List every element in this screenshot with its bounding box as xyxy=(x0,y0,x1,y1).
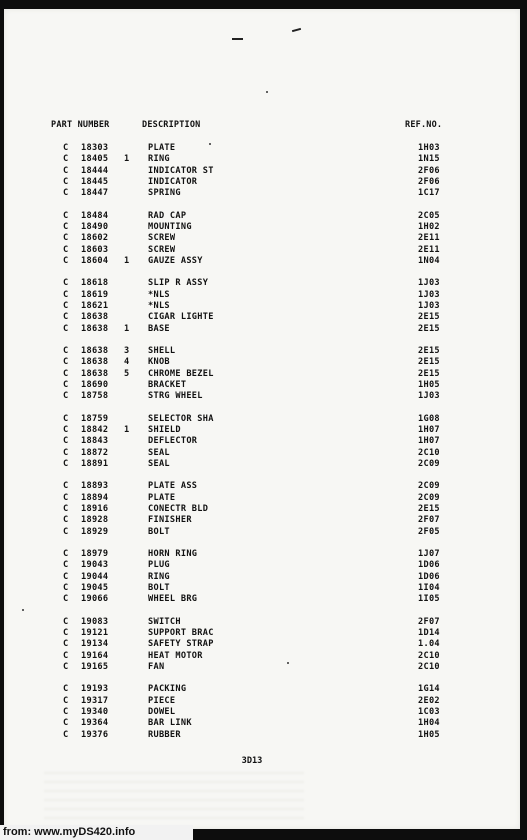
ref-number: 2C09 xyxy=(418,458,440,469)
part-prefix: C xyxy=(63,323,69,334)
part-description: CIGAR LIGHTE xyxy=(148,312,214,323)
table-row xyxy=(4,684,520,695)
part-description: PACKING xyxy=(148,684,187,695)
ref-number: 1H07 xyxy=(418,424,440,435)
part-description: CHROME BEZEL xyxy=(148,368,214,379)
table-row xyxy=(4,481,520,492)
table-row xyxy=(4,233,520,244)
part-prefix: C xyxy=(63,244,69,255)
part-prefix: C xyxy=(63,549,69,560)
part-prefix: C xyxy=(63,684,69,695)
ref-number: 2E11 xyxy=(418,244,440,255)
ref-number: 1H07 xyxy=(418,436,440,447)
part-number: 18894 xyxy=(81,492,109,503)
table-row xyxy=(4,549,520,560)
scan-mark xyxy=(292,28,301,32)
part-prefix: C xyxy=(63,436,69,447)
table-row xyxy=(4,245,520,256)
table-row xyxy=(4,707,520,718)
part-prefix: C xyxy=(63,413,69,424)
ref-number: 1N04 xyxy=(418,255,440,266)
part-prefix: C xyxy=(63,447,69,458)
part-prefix: C xyxy=(63,154,69,165)
table-row xyxy=(4,493,520,504)
part-description: CONECTR BLD xyxy=(148,503,209,514)
parts-table xyxy=(4,143,520,752)
part-prefix: C xyxy=(63,165,69,176)
table-row xyxy=(4,617,520,628)
ref-number: 2C10 xyxy=(418,650,440,661)
part-description: BRACKET xyxy=(148,379,187,390)
table-row xyxy=(4,639,520,650)
part-prefix: C xyxy=(63,481,69,492)
table-row xyxy=(4,515,520,526)
table-row xyxy=(4,357,520,368)
ref-number: 1H04 xyxy=(418,718,440,729)
row-group xyxy=(4,143,520,199)
ref-number: 2E15 xyxy=(418,368,440,379)
part-number: 18638 xyxy=(81,357,109,368)
ref-number: 1.04 xyxy=(418,639,440,650)
table-row xyxy=(4,290,520,301)
ref-number: 2C05 xyxy=(418,210,440,221)
part-description: SHELL xyxy=(148,346,176,357)
part-qualifier: 5 xyxy=(124,368,130,379)
part-description: SAFETY STRAP xyxy=(148,639,214,650)
part-number: 19165 xyxy=(81,661,109,672)
part-number: 18759 xyxy=(81,413,109,424)
ref-number: 2F06 xyxy=(418,176,440,187)
bleed-through-text xyxy=(44,769,304,819)
table-row xyxy=(4,154,520,165)
part-description: DEFLECTOR xyxy=(148,436,198,447)
part-description: PLATE xyxy=(148,143,176,153)
part-description: RUBBER xyxy=(148,729,181,740)
ref-number: 1G14 xyxy=(418,684,440,695)
scan-speck xyxy=(22,609,24,611)
part-prefix: C xyxy=(63,312,69,323)
table-row xyxy=(4,324,520,335)
row-group xyxy=(4,211,520,267)
part-description: SCREW xyxy=(148,233,176,244)
part-description: SEAL xyxy=(148,447,170,458)
table-row xyxy=(4,380,520,391)
part-qualifier: 4 xyxy=(124,357,130,368)
ref-number: 1D06 xyxy=(418,571,440,582)
row-group xyxy=(4,684,520,740)
part-number: 18928 xyxy=(81,515,109,526)
row-group xyxy=(4,617,520,673)
table-row xyxy=(4,256,520,267)
table-row xyxy=(4,414,520,425)
part-description: WHEEL BRG xyxy=(148,594,198,605)
ref-number: 2F05 xyxy=(418,526,440,537)
part-number: 19134 xyxy=(81,639,109,650)
part-description: SCREW xyxy=(148,244,176,255)
part-number: 18490 xyxy=(81,221,109,232)
table-row xyxy=(4,459,520,470)
table-row xyxy=(4,594,520,605)
part-description: *NLS xyxy=(148,289,170,300)
ref-number: 2C09 xyxy=(418,492,440,503)
part-prefix: C xyxy=(63,143,69,153)
part-number: 18638 xyxy=(81,368,109,379)
part-prefix: C xyxy=(63,492,69,503)
part-number: 18484 xyxy=(81,210,109,221)
ref-number: 2C10 xyxy=(418,661,440,672)
table-row xyxy=(4,651,520,662)
ref-number: 1J03 xyxy=(418,300,440,311)
ref-number: 2E11 xyxy=(418,233,440,244)
table-row xyxy=(4,662,520,673)
ref-number: 1G08 xyxy=(418,413,440,424)
ref-number: 1H05 xyxy=(418,379,440,390)
part-prefix: C xyxy=(63,729,69,740)
part-description: FINISHER xyxy=(148,515,192,526)
table-row xyxy=(4,730,520,741)
table-row xyxy=(4,425,520,436)
row-group xyxy=(4,414,520,470)
part-number: 18690 xyxy=(81,379,109,390)
part-prefix: C xyxy=(63,650,69,661)
ref-number: 1H02 xyxy=(418,221,440,232)
part-number: 19376 xyxy=(81,729,109,740)
table-header xyxy=(4,120,520,132)
header-part-number: PART NUMBER xyxy=(51,120,110,130)
watermark: from: www.myDS420.info xyxy=(0,825,193,840)
part-description: SUPPORT BRAC xyxy=(148,628,214,638)
part-description: PLATE xyxy=(148,492,176,503)
part-number: 18445 xyxy=(81,176,109,187)
part-number: 18638 xyxy=(81,312,109,323)
table-row xyxy=(4,527,520,538)
part-prefix: C xyxy=(63,526,69,537)
part-description: BAR LINK xyxy=(148,718,192,729)
part-description: *NLS xyxy=(148,300,170,311)
part-prefix: C xyxy=(63,706,69,717)
part-prefix: C xyxy=(63,616,69,627)
part-prefix: C xyxy=(63,424,69,435)
part-number: 18405 xyxy=(81,154,109,165)
part-prefix: C xyxy=(63,503,69,514)
part-description: SLIP R ASSY xyxy=(148,278,209,289)
part-description: DOWEL xyxy=(148,706,176,717)
part-number: 18603 xyxy=(81,244,109,255)
ref-number: 1I05 xyxy=(418,594,440,605)
ref-number: 2E15 xyxy=(418,346,440,357)
table-row xyxy=(4,391,520,402)
table-row xyxy=(4,166,520,177)
part-number: 19340 xyxy=(81,706,109,717)
row-group xyxy=(4,481,520,537)
part-number: 18638 xyxy=(81,323,109,334)
part-number: 18842 xyxy=(81,424,109,435)
ref-number: 1D06 xyxy=(418,560,440,571)
part-description: SPRING xyxy=(148,188,181,199)
row-group xyxy=(4,549,520,605)
part-number: 19164 xyxy=(81,650,109,661)
part-qualifier: 1 xyxy=(124,154,130,165)
part-number: 19193 xyxy=(81,684,109,695)
ref-number: 2C09 xyxy=(418,481,440,492)
part-number: 18893 xyxy=(81,481,109,492)
part-prefix: C xyxy=(63,628,69,638)
part-description: RING xyxy=(148,154,170,165)
page-number: 3D13 xyxy=(241,756,263,766)
part-number: 19364 xyxy=(81,718,109,729)
part-description: STRG WHEEL xyxy=(148,391,203,402)
part-prefix: C xyxy=(63,718,69,729)
part-prefix: C xyxy=(63,221,69,232)
part-number: 18638 xyxy=(81,346,109,357)
ref-number: 2E15 xyxy=(418,357,440,368)
part-qualifier: 1 xyxy=(124,424,130,435)
ref-number: 2E15 xyxy=(418,503,440,514)
table-row xyxy=(4,718,520,729)
part-prefix: C xyxy=(63,255,69,266)
part-description: SEAL xyxy=(148,458,170,469)
part-number: 18891 xyxy=(81,458,109,469)
part-description: HEAT MOTOR xyxy=(148,650,203,661)
ref-number: 2E02 xyxy=(418,695,440,706)
part-number: 19317 xyxy=(81,695,109,706)
ref-number: 2C10 xyxy=(418,447,440,458)
header-ref-no: REF.NO. xyxy=(405,120,443,130)
scan-speck xyxy=(287,662,289,664)
part-prefix: C xyxy=(63,594,69,605)
row-group xyxy=(4,278,520,334)
part-description: PIECE xyxy=(148,695,176,706)
part-prefix: C xyxy=(63,289,69,300)
table-row xyxy=(4,278,520,289)
part-qualifier: 3 xyxy=(124,346,130,357)
table-row xyxy=(4,222,520,233)
ref-number: 2E15 xyxy=(418,323,440,334)
document-page xyxy=(4,9,520,829)
part-number: 19083 xyxy=(81,616,109,627)
table-row xyxy=(4,572,520,583)
part-description: SHIELD xyxy=(148,424,181,435)
part-number: 18872 xyxy=(81,447,109,458)
part-description: PLATE ASS xyxy=(148,481,198,492)
part-number: 18604 xyxy=(81,255,109,266)
table-row xyxy=(4,177,520,188)
part-prefix: C xyxy=(63,188,69,199)
ref-number: 1J03 xyxy=(418,278,440,289)
ref-number: 1N15 xyxy=(418,154,440,165)
part-qualifier: 1 xyxy=(124,323,130,334)
table-row xyxy=(4,346,520,357)
part-description: INDICATOR xyxy=(148,176,198,187)
part-description: SELECTOR SHA xyxy=(148,413,214,424)
ref-number: 1D14 xyxy=(418,628,440,638)
part-description: MOUNTING xyxy=(148,221,192,232)
part-prefix: C xyxy=(63,379,69,390)
scan-mark xyxy=(232,38,243,40)
table-row xyxy=(4,628,520,639)
table-row xyxy=(4,448,520,459)
part-prefix: C xyxy=(63,300,69,311)
scan-speck xyxy=(266,91,268,93)
part-prefix: C xyxy=(63,458,69,469)
part-prefix: C xyxy=(63,368,69,379)
part-description: SWITCH xyxy=(148,616,181,627)
part-number: 18929 xyxy=(81,526,109,537)
ref-number: 2F07 xyxy=(418,515,440,526)
table-row xyxy=(4,696,520,707)
ref-number: 1J07 xyxy=(418,549,440,560)
part-number: 18619 xyxy=(81,289,109,300)
ref-number: 1J03 xyxy=(418,391,440,402)
part-description: BOLT xyxy=(148,526,170,537)
part-description: RING xyxy=(148,571,170,582)
ref-number: 1C17 xyxy=(418,188,440,199)
part-description: BOLT xyxy=(148,582,170,593)
row-group xyxy=(4,346,520,402)
part-prefix: C xyxy=(63,210,69,221)
table-row xyxy=(4,583,520,594)
part-prefix: C xyxy=(63,233,69,244)
table-row xyxy=(4,312,520,323)
table-row xyxy=(4,301,520,312)
part-prefix: C xyxy=(63,582,69,593)
ref-number: 1J03 xyxy=(418,289,440,300)
table-row xyxy=(4,436,520,447)
ref-number: 1H03 xyxy=(418,143,440,153)
table-row xyxy=(4,560,520,571)
part-description: RAD CAP xyxy=(148,210,187,221)
part-description: PLUG xyxy=(148,560,170,571)
part-prefix: C xyxy=(63,560,69,571)
part-number: 19044 xyxy=(81,571,109,582)
part-prefix: C xyxy=(63,661,69,672)
part-prefix: C xyxy=(63,357,69,368)
part-prefix: C xyxy=(63,571,69,582)
part-prefix: C xyxy=(63,515,69,526)
ref-number: 1C03 xyxy=(418,706,440,717)
part-description: INDICATOR ST xyxy=(148,165,214,176)
part-prefix: C xyxy=(63,176,69,187)
part-description: KNOB xyxy=(148,357,170,368)
part-prefix: C xyxy=(63,346,69,357)
scan-speck xyxy=(209,143,211,145)
ref-number: 1H05 xyxy=(418,729,440,740)
table-row xyxy=(4,504,520,515)
table-row xyxy=(4,211,520,222)
part-number: 18602 xyxy=(81,233,109,244)
part-number: 18621 xyxy=(81,300,109,311)
part-number: 18444 xyxy=(81,165,109,176)
part-prefix: C xyxy=(63,639,69,650)
part-prefix: C xyxy=(63,278,69,289)
ref-number: 2F06 xyxy=(418,165,440,176)
part-number: 18447 xyxy=(81,188,109,199)
part-number: 18916 xyxy=(81,503,109,514)
part-number: 19121 xyxy=(81,628,109,638)
ref-number: 1I04 xyxy=(418,582,440,593)
part-description: FAN xyxy=(148,661,165,672)
part-number: 18618 xyxy=(81,278,109,289)
part-number: 18303 xyxy=(81,143,109,153)
ref-number: 2F07 xyxy=(418,616,440,627)
part-description: HORN RING xyxy=(148,549,198,560)
part-number: 19066 xyxy=(81,594,109,605)
part-qualifier: 1 xyxy=(124,255,130,266)
part-number: 18758 xyxy=(81,391,109,402)
part-prefix: C xyxy=(63,391,69,402)
table-row xyxy=(4,143,520,154)
header-description: DESCRIPTION xyxy=(142,120,201,130)
part-description: BASE xyxy=(148,323,170,334)
part-number: 18979 xyxy=(81,549,109,560)
part-description: GAUZE ASSY xyxy=(148,255,203,266)
part-prefix: C xyxy=(63,695,69,706)
table-row xyxy=(4,188,520,199)
table-row xyxy=(4,369,520,380)
ref-number: 2E15 xyxy=(418,312,440,323)
part-number: 18843 xyxy=(81,436,109,447)
part-number: 19043 xyxy=(81,560,109,571)
part-number: 19045 xyxy=(81,582,109,593)
